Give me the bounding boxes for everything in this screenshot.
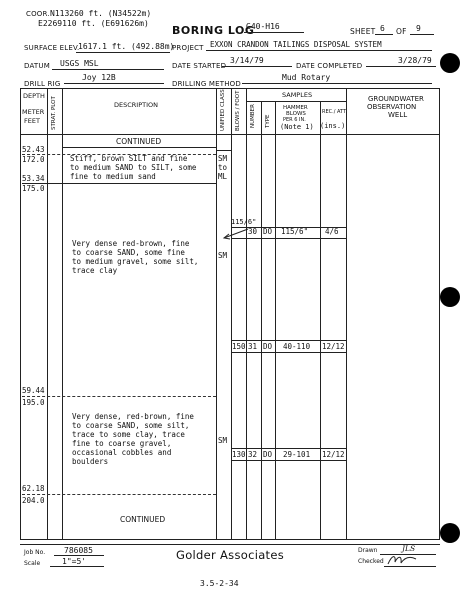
date-started: 3/14/79 [230, 56, 264, 65]
groundwater-label-3: WELL [388, 111, 408, 119]
rec-att-label: REC./ ATT. [322, 109, 348, 115]
hammer-label-2: BLOWS [286, 111, 306, 117]
continued-top: CONTINUED [116, 137, 162, 146]
checked-label: Checked [358, 558, 384, 565]
coord-line-2: E2269110 ft. (E691626m) [38, 19, 149, 28]
number-label: NUMBER [250, 104, 256, 128]
hammer-note: (Note 1) [280, 123, 314, 131]
description-label: DESCRIPTION [114, 101, 158, 109]
type-label: TYPE [265, 114, 271, 128]
meter-label: METER [22, 108, 45, 116]
depth-label: DEPTH [23, 92, 45, 100]
hammer-label-3: PER 6 IN. [283, 117, 306, 123]
hammer-label-1: HAMMER [283, 105, 308, 111]
sample-1-type: DO [263, 227, 273, 236]
stratum-3-class: SM [218, 436, 228, 445]
page-code: 3.5-2-34 [200, 579, 239, 588]
groundwater-label-1: GROUNDWATER [368, 95, 424, 103]
sample-1-rec: 4/6 [325, 227, 339, 236]
log-title: BORING LOG [172, 24, 255, 37]
stratum-2-description: Very dense red-brown, fine to coarse SAND, some fine to medium gravel, some silt, trace clay [72, 239, 199, 275]
sample-1-arrow-icon [221, 226, 249, 242]
stratum-1-class: SM to ML [218, 154, 228, 181]
drawn-initials: JLS [402, 544, 416, 553]
scale: 1"=5' [62, 557, 87, 566]
depth-m2: 53.34 [22, 174, 45, 183]
drilling-method: Mud Rotary [282, 73, 331, 82]
job-no-label: Job No. [24, 549, 46, 556]
punch-hole-bottom [440, 523, 460, 543]
sample-2-number: 31 [248, 342, 258, 351]
strat-plot-label: STRAT. PLOT [51, 96, 57, 130]
blows-per-foot-label: BLOWS / FOOT [235, 90, 241, 131]
sample-3-hammer: 29-101 [283, 450, 311, 459]
sample-2-blows: 150 [232, 342, 246, 351]
sample-3-rec: 12/12 [322, 450, 345, 459]
feet-label: FEET [24, 117, 40, 125]
datum-label: DATUM [24, 62, 50, 70]
punch-hole-top [440, 53, 460, 73]
depth-m4: 62.18 [22, 484, 45, 493]
samples-label: SAMPLES [282, 91, 313, 99]
date-completed: 3/28/79 [398, 56, 432, 65]
scale-label: Scale [24, 560, 41, 567]
sheet-total: 9 [416, 24, 421, 33]
surface-elev-label: SURFACE ELEV. [24, 44, 80, 52]
drilling-method-label: DRILLING METHOD [172, 80, 241, 88]
coord-line-1: N113260 ft. (N34522m) [50, 9, 152, 18]
stratum-3-description: Very dense, red-brown, fine to coarse SAND, some silt, trace to some clay, trace fine to coarse gravel, occasional cobbles and boulders [72, 412, 194, 466]
datum: USGS MSL [60, 59, 99, 68]
sample-1-hammer: 115/6" [281, 227, 309, 236]
checked-signature-icon [386, 553, 418, 567]
continued-bottom: CONTINUED [120, 515, 166, 524]
sample-1-blows: 115/6" [231, 218, 257, 226]
date-started-label: DATE STARTED [172, 62, 227, 70]
project: EXXON CRANDON TAILINGS DISPOSAL SYSTEM [210, 40, 382, 49]
stratum-1-description: Stiff, brown SILT and fine to medium SAND to SILT, some fine to medium sand [70, 154, 197, 181]
unified-class-label: UNIFIED CLASS [220, 89, 226, 131]
sample-3-blows: 130 [232, 450, 246, 459]
project-label: PROJECT [172, 44, 204, 52]
sample-1-number: 30 [248, 227, 258, 236]
depth-f4: 204.0 [22, 496, 45, 505]
groundwater-label-2: OBSERVATION [367, 103, 417, 111]
sample-3-number: 32 [248, 450, 258, 459]
drawn-label: Drawn [358, 547, 378, 554]
sample-2-hammer: 40-110 [283, 342, 311, 351]
log-id: G40-H16 [246, 22, 280, 31]
depth-m3: 59.44 [22, 386, 45, 395]
of-label: OF [396, 27, 407, 36]
job-no: 786085 [64, 546, 93, 555]
punch-hole-middle [440, 287, 460, 307]
rec-att-units: (ins.) [320, 122, 346, 130]
depth-m1: 52.43 [22, 145, 45, 154]
depth-f3: 195.0 [22, 398, 45, 407]
depth-f1: 172.0 [22, 155, 45, 164]
coord-label: COOR. [26, 10, 50, 18]
depth-f2: 175.0 [22, 184, 45, 193]
sample-2-rec: 12/12 [322, 342, 345, 351]
company-name: Golder Associates [176, 548, 285, 562]
sheet-number: 6 [380, 24, 385, 33]
sample-2-type: DO [263, 342, 273, 351]
date-completed-label: DATE COMPLETED [296, 62, 363, 70]
surface-elev: 1617.1 ft. (492.88m) [78, 42, 175, 51]
sheet-label: SHEET [350, 27, 376, 36]
drill-rig-label: DRILL RIG [24, 80, 61, 88]
drill-rig: Joy 12B [82, 73, 116, 82]
stratum-2-class: SM [218, 251, 228, 260]
sample-3-type: DO [263, 450, 273, 459]
